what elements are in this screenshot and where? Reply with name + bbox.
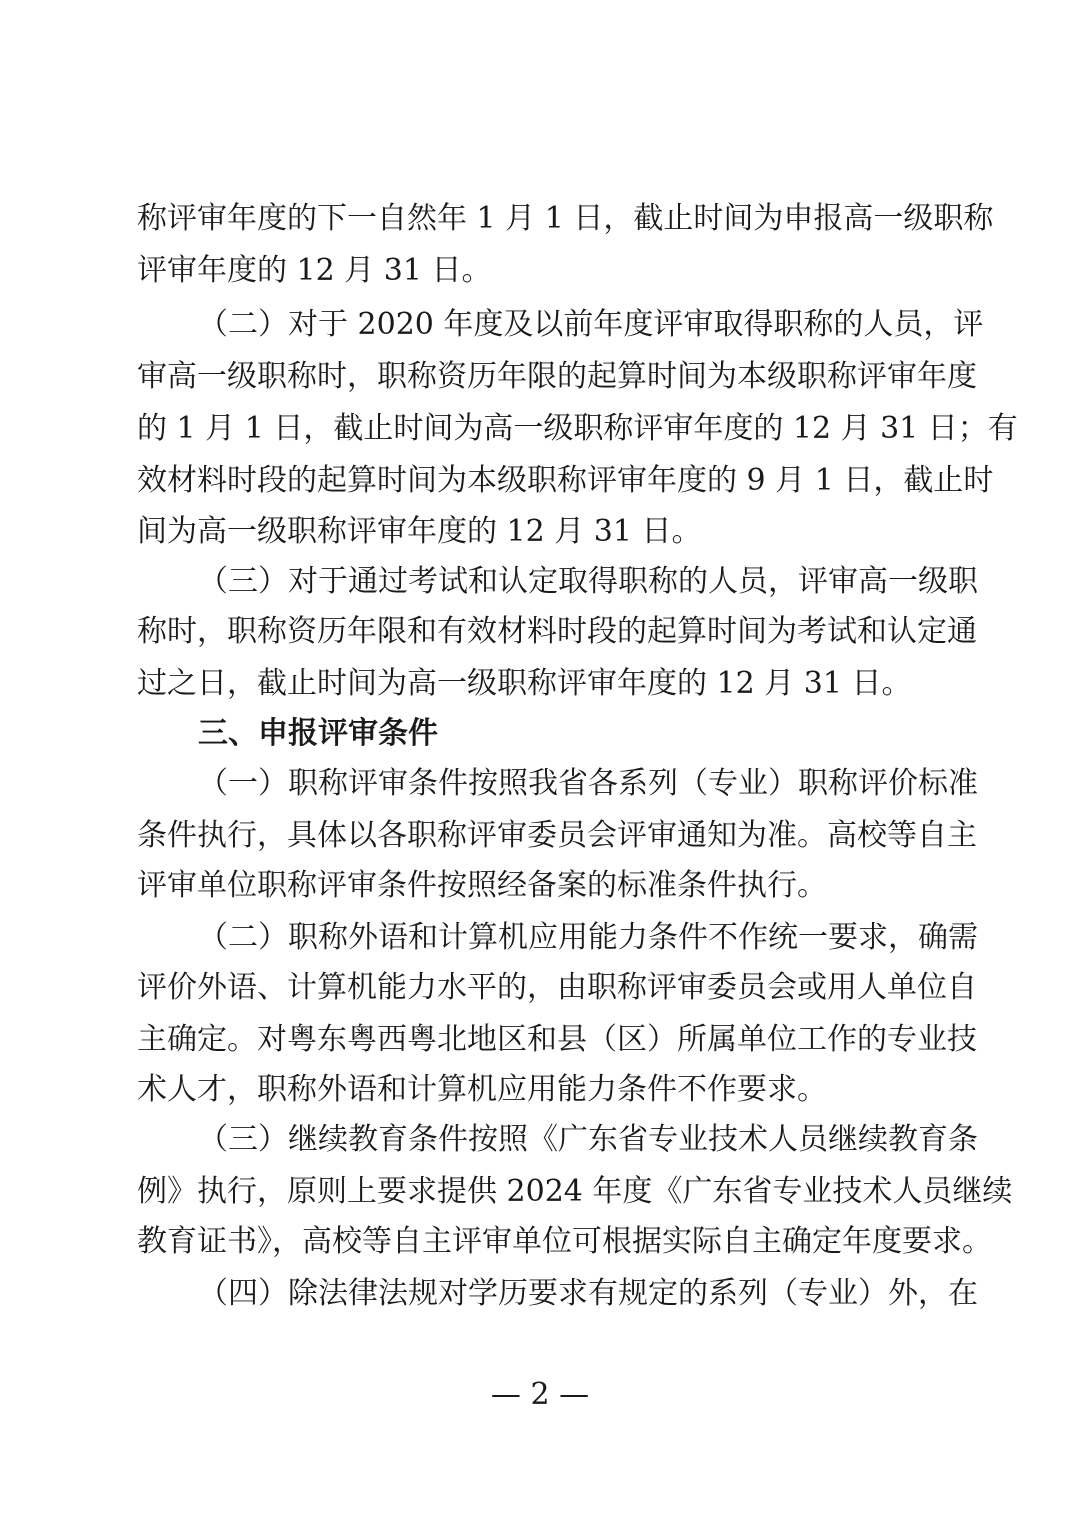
paragraph-line: 评审年度的 12 月 31 日。: [137, 253, 492, 288]
paragraph-line: 主确定。对粤东粤西粤北地区和县（区）所属单位工作的专业技: [137, 1022, 977, 1057]
section-heading: 三、申报评审条件: [198, 716, 438, 751]
paragraph-line: （一）职称评审条件按照我省各系列（专业）职称评价标准: [198, 766, 978, 801]
paragraph-line: （三）对于通过考试和认定取得职称的人员，评审高一级职: [198, 564, 978, 599]
paragraph-line: 称评审年度的下一自然年 1 月 1 日，截止时间为申报高一级职称: [137, 201, 994, 236]
paragraph-line: 术人才，职称外语和计算机应用能力条件不作要求。: [137, 1072, 827, 1107]
paragraph-line: 评价外语、计算机能力水平的，由职称评审委员会或用人单位自: [137, 970, 977, 1005]
paragraph-line: 效材料时段的起算时间为本级职称评审年度的 9 月 1 日，截止时: [137, 463, 994, 498]
paragraph-line: 例》执行，原则上要求提供 2024 年度《广东省专业技术人员继续: [137, 1174, 1013, 1209]
paragraph-line: 的 1 月 1 日，截止时间为高一级职称评审年度的 12 月 31 日；有: [137, 411, 1018, 446]
paragraph-line: 过之日，截止时间为高一级职称评审年度的 12 月 31 日。: [137, 666, 912, 701]
paragraph-line: （四）除法律法规对学历要求有规定的系列（专业）外，在: [198, 1276, 978, 1311]
paragraph-line: 条件执行，具体以各职称评审委员会评审通知为准。高校等自主: [137, 818, 977, 853]
paragraph-line: （二）对于 2020 年度及以前年度评审取得职称的人员，评: [198, 307, 984, 342]
page-number: — 2 —: [490, 1377, 590, 1412]
paragraph-line: （三）继续教育条件按照《广东省专业技术人员继续教育条: [198, 1122, 978, 1157]
paragraph-line: （二）职称外语和计算机应用能力条件不作统一要求，确需: [198, 920, 978, 955]
paragraph-line: 评审单位职称评审条件按照经备案的标准条件执行。: [137, 868, 827, 903]
paragraph-line: 称时，职称资历年限和有效材料时段的起算时间为考试和认定通: [137, 614, 977, 649]
paragraph-line: 审高一级职称时，职称资历年限的起算时间为本级职称评审年度: [137, 359, 977, 394]
paragraph-line: 教育证书》，高校等自主评审单位可根据实际自主确定年度要求。: [137, 1224, 992, 1259]
paragraph-line: 间为高一级职称评审年度的 12 月 31 日。: [137, 514, 702, 549]
